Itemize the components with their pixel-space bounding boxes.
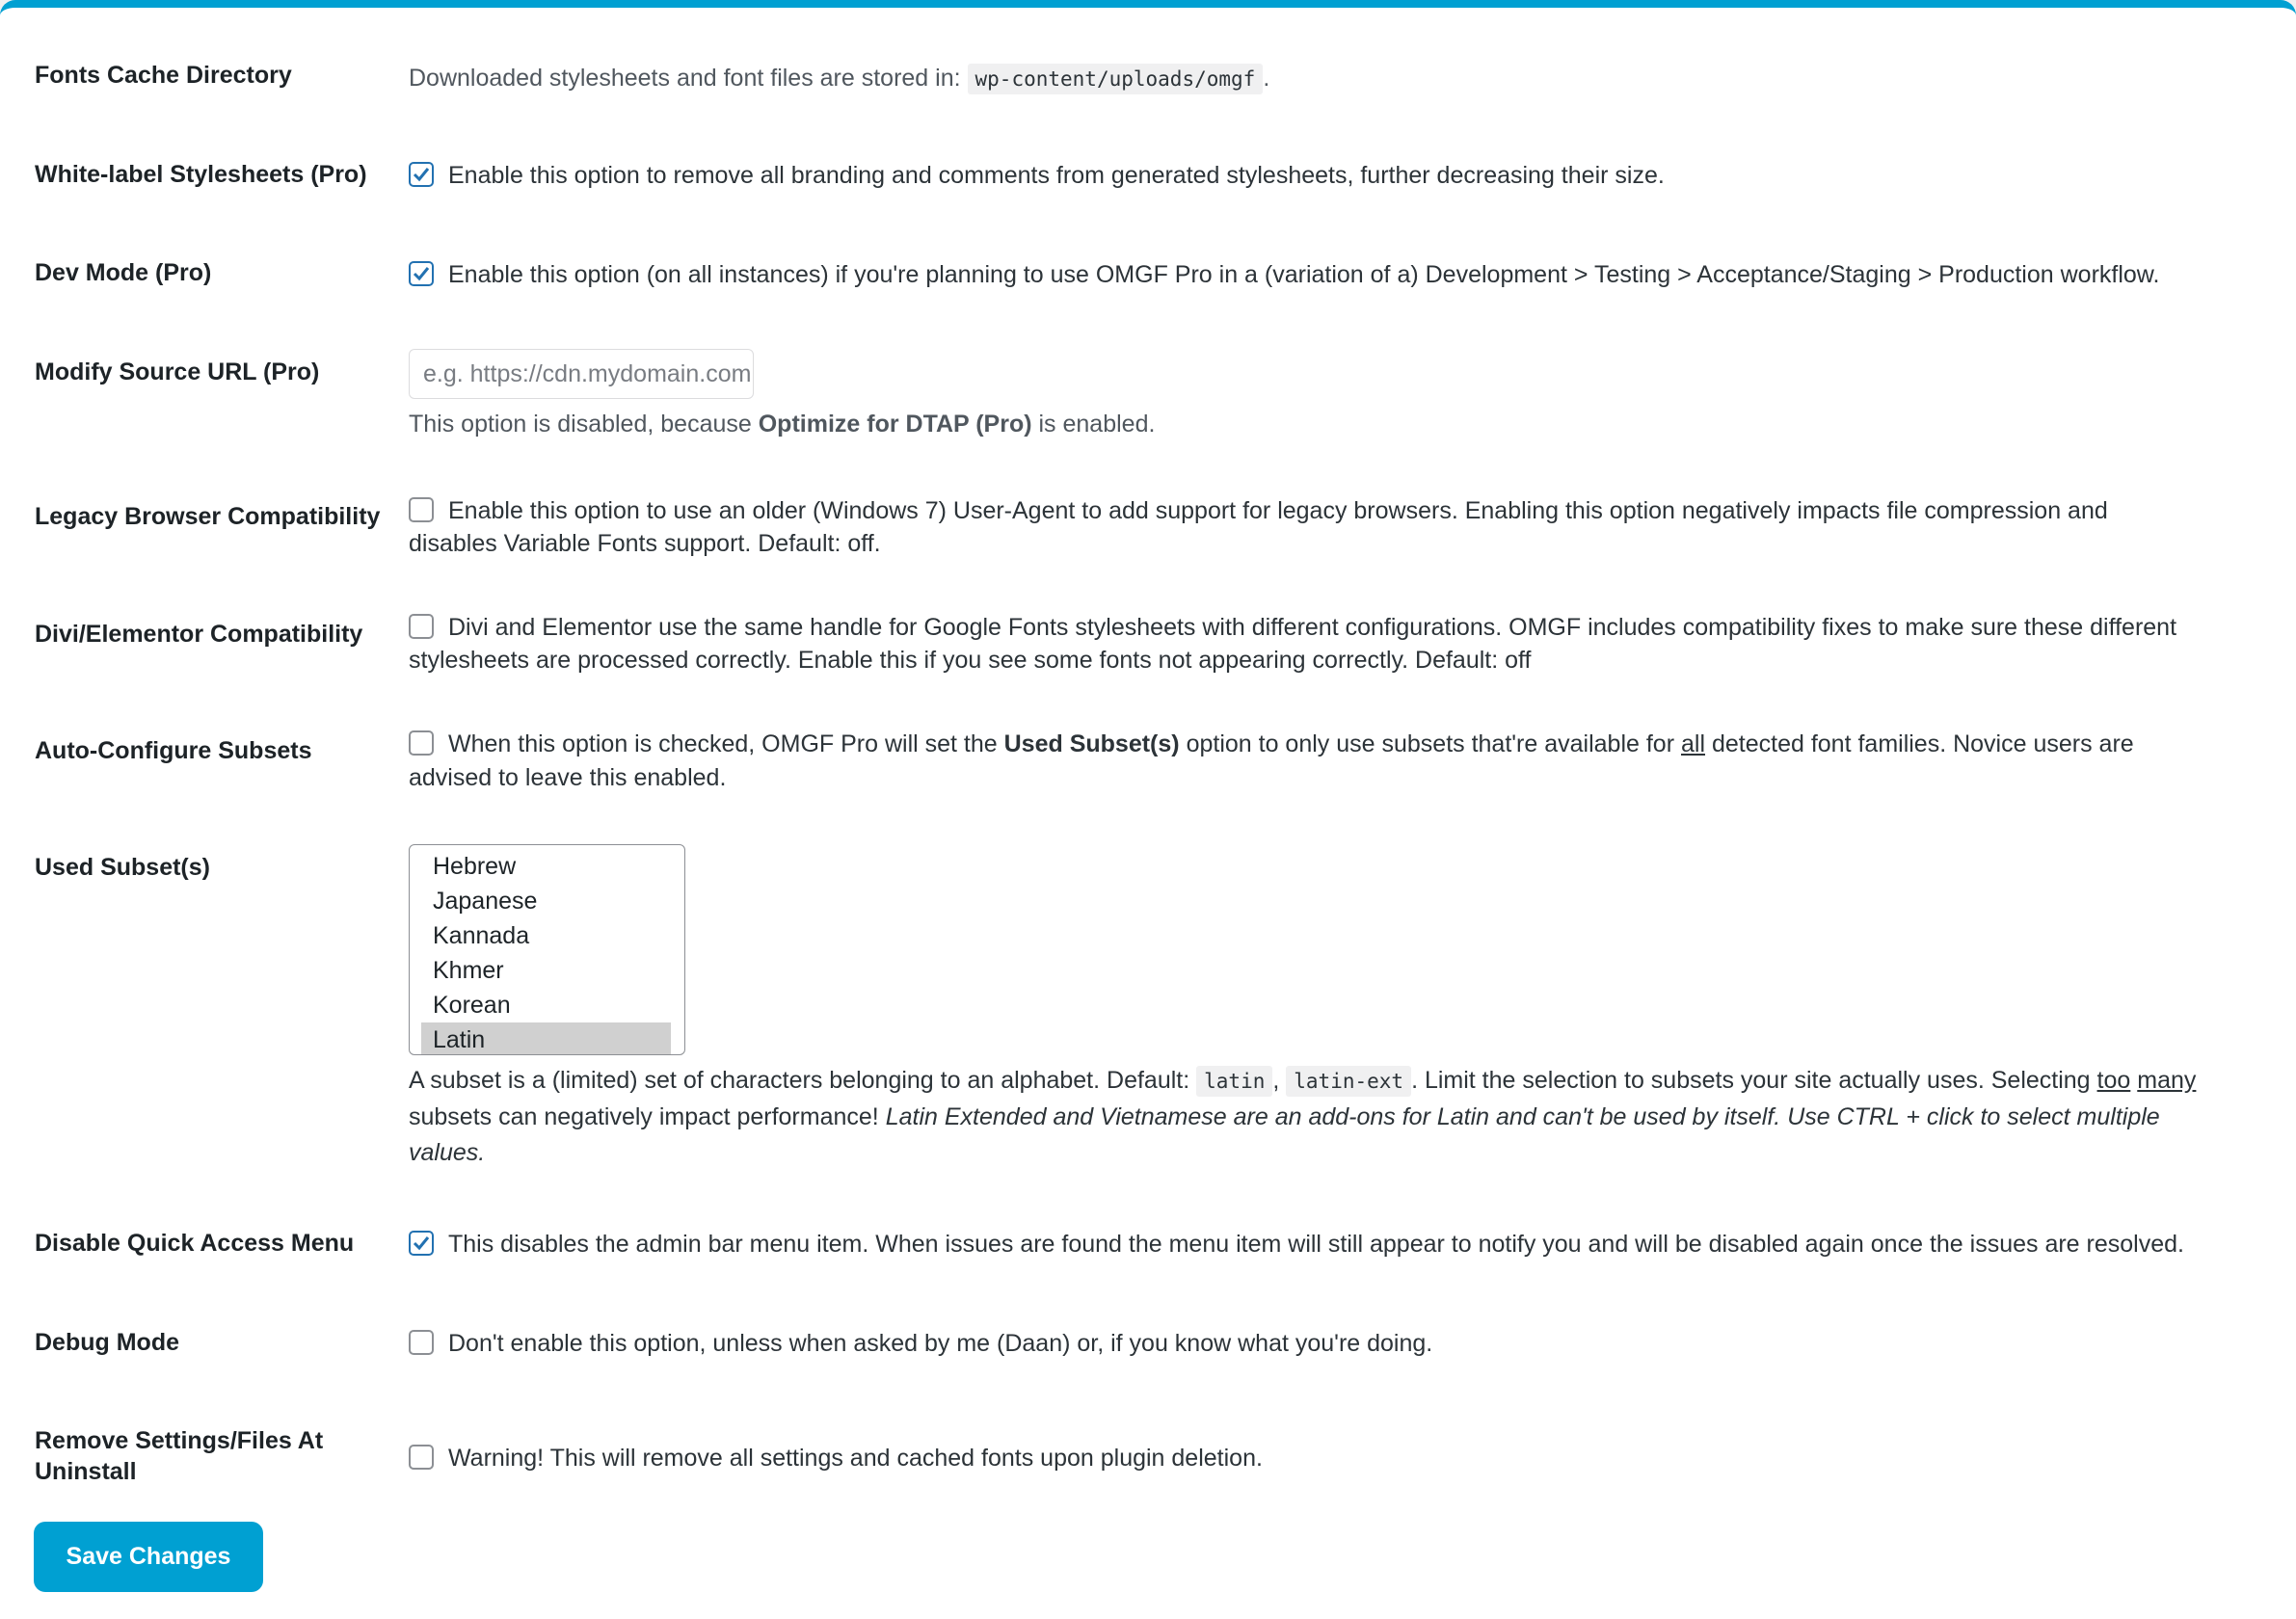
debug-label: Debug Mode — [35, 1329, 179, 1356]
legacy-checkbox[interactable] — [409, 497, 434, 522]
uninstall-text: Warning! This will remove all settings and cached fonts upon plugin deletion. — [448, 1445, 1263, 1472]
dev-mode-checkbox[interactable] — [409, 261, 434, 286]
subset-option-latin[interactable]: Latin — [421, 1022, 671, 1055]
dev-mode-label: Dev Mode (Pro) — [35, 259, 212, 286]
auto-subsets-label: Auto-Configure Subsets — [35, 737, 312, 764]
subset-option-korean[interactable]: Korean — [433, 992, 511, 1019]
auto-subsets-text-line2: advised to leave this enabled. — [409, 764, 727, 791]
auto-subsets-text-post: detected font families. Novice users are — [1711, 730, 2134, 757]
auto-subsets-text-mid: option to only use subsets that're available for — [1186, 730, 1675, 757]
white-label-text: Enable this option to remove all branding and comments from generated stylesheets, further decreasing their size. — [448, 162, 1665, 189]
white-label-label: White-label Stylesheets (Pro) — [35, 161, 367, 188]
subsets-desc-italic: Latin Extended and Vietnamese are an add-ons for Latin and can't be used by itself. Use CTRL + click to select multiple — [885, 1103, 2160, 1130]
subset-option-kannada[interactable]: Kannada — [433, 922, 530, 949]
cache-dir-path: wp-content/uploads/omgf — [968, 64, 1264, 94]
cache-dir-text: Downloaded stylesheets and font files are stored in: — [409, 65, 961, 92]
cache-dir-label: Fonts Cache Directory — [35, 62, 292, 89]
subsets-listbox[interactable] — [409, 844, 685, 1055]
auto-subsets-checkbox[interactable] — [409, 730, 434, 756]
quick-access-text: This disables the admin bar menu item. When issues are found the menu item will still appear to notify you and will be disabled again once the issues are resolved. — [448, 1231, 2184, 1258]
cache-dir-description — [409, 62, 2240, 95]
divi-checkbox[interactable] — [409, 614, 434, 639]
subsets-desc-too: too — [2096, 1067, 2131, 1094]
legacy-text-line1: Enable this option to use an older (Windows 7) User-Agent to add support for legacy browsers. Enabling this option negatively impacts file compression and — [448, 497, 2108, 524]
subsets-description — [409, 1063, 2240, 1171]
debug-text: Don't enable this option, unless when asked by me (Daan) or, if you know what you're doing. — [448, 1330, 1433, 1357]
uninstall-checkbox[interactable] — [409, 1445, 434, 1470]
subsets-desc-many: many — [2137, 1067, 2197, 1094]
divi-text-line2: stylesheets are processed correctly. Enable this if you see some fonts not appearing correctly. Default: off — [409, 647, 1532, 674]
auto-subsets-text-pre: When this option is checked, OMGF Pro will set the — [448, 730, 998, 757]
uninstall-label-line1: Remove Settings/Files At — [35, 1427, 324, 1454]
subsets-desc-mid: . Limit the selection to subsets your site actually uses. Selecting — [1411, 1067, 2091, 1094]
checkmark-icon — [411, 1233, 432, 1254]
auto-subsets-text-underline: all — [1681, 730, 1706, 757]
legacy-label: Legacy Browser Compatibility — [35, 503, 381, 530]
subset-option-khmer[interactable]: Khmer — [433, 957, 504, 984]
debug-checkbox[interactable] — [409, 1330, 434, 1355]
source-url-note-bold: Optimize for DTAP (Pro) — [758, 411, 1032, 438]
subset-option-hebrew[interactable]: Hebrew — [433, 853, 517, 880]
source-url-note-pre: This option is disabled, because — [409, 411, 752, 438]
subsets-comma: , — [1272, 1067, 1280, 1094]
uninstall-label-line2: Uninstall — [35, 1458, 137, 1485]
subsets-label: Used Subset(s) — [35, 854, 210, 881]
white-label-checkbox[interactable] — [409, 162, 434, 187]
subsets-desc-pre: A subset is a (limited) set of characters belonging to an alphabet. Default: — [409, 1067, 1190, 1094]
subsets-desc-italic-end: values. — [409, 1139, 486, 1166]
source-url-note-post: is enabled. — [1038, 411, 1156, 438]
divi-text-line1: Divi and Elementor use the same handle for Google Fonts stylesheets with different configurations. OMGF includes compatibility fixes to make sure these different — [448, 614, 2177, 641]
source-url-label: Modify Source URL (Pro) — [35, 358, 320, 385]
dev-mode-text: Enable this option (on all instances) if you're planning to use OMGF Pro in a (variation of a) Development > Testing > Acceptance/Staging > Production workflow. — [448, 261, 2160, 288]
subset-option-japanese[interactable]: Japanese — [433, 888, 538, 915]
source-url-input[interactable]: e.g. https://cdn.mydomain.com — [409, 349, 754, 399]
subsets-default-latin-ext: latin-ext — [1286, 1066, 1411, 1097]
uninstall-label — [35, 1425, 382, 1487]
subsets-default-latin: latin — [1196, 1066, 1272, 1097]
checkmark-icon — [411, 263, 432, 284]
save-changes-button[interactable]: Save Changes — [34, 1522, 263, 1592]
quick-access-checkbox[interactable] — [409, 1231, 434, 1256]
checkmark-icon — [411, 164, 432, 185]
cache-dir-period: . — [1263, 65, 1270, 92]
subsets-desc-post: subsets can negatively impact performance! — [409, 1103, 879, 1130]
quick-access-label: Disable Quick Access Menu — [35, 1230, 355, 1257]
auto-subsets-text-bold: Used Subset(s) — [1003, 730, 1180, 757]
divi-label: Divi/Elementor Compatibility — [35, 621, 363, 648]
source-url-note — [409, 408, 2240, 440]
legacy-text-line2: disables Variable Fonts support. Default: off. — [409, 530, 881, 557]
auto-subsets-text — [448, 728, 2241, 760]
